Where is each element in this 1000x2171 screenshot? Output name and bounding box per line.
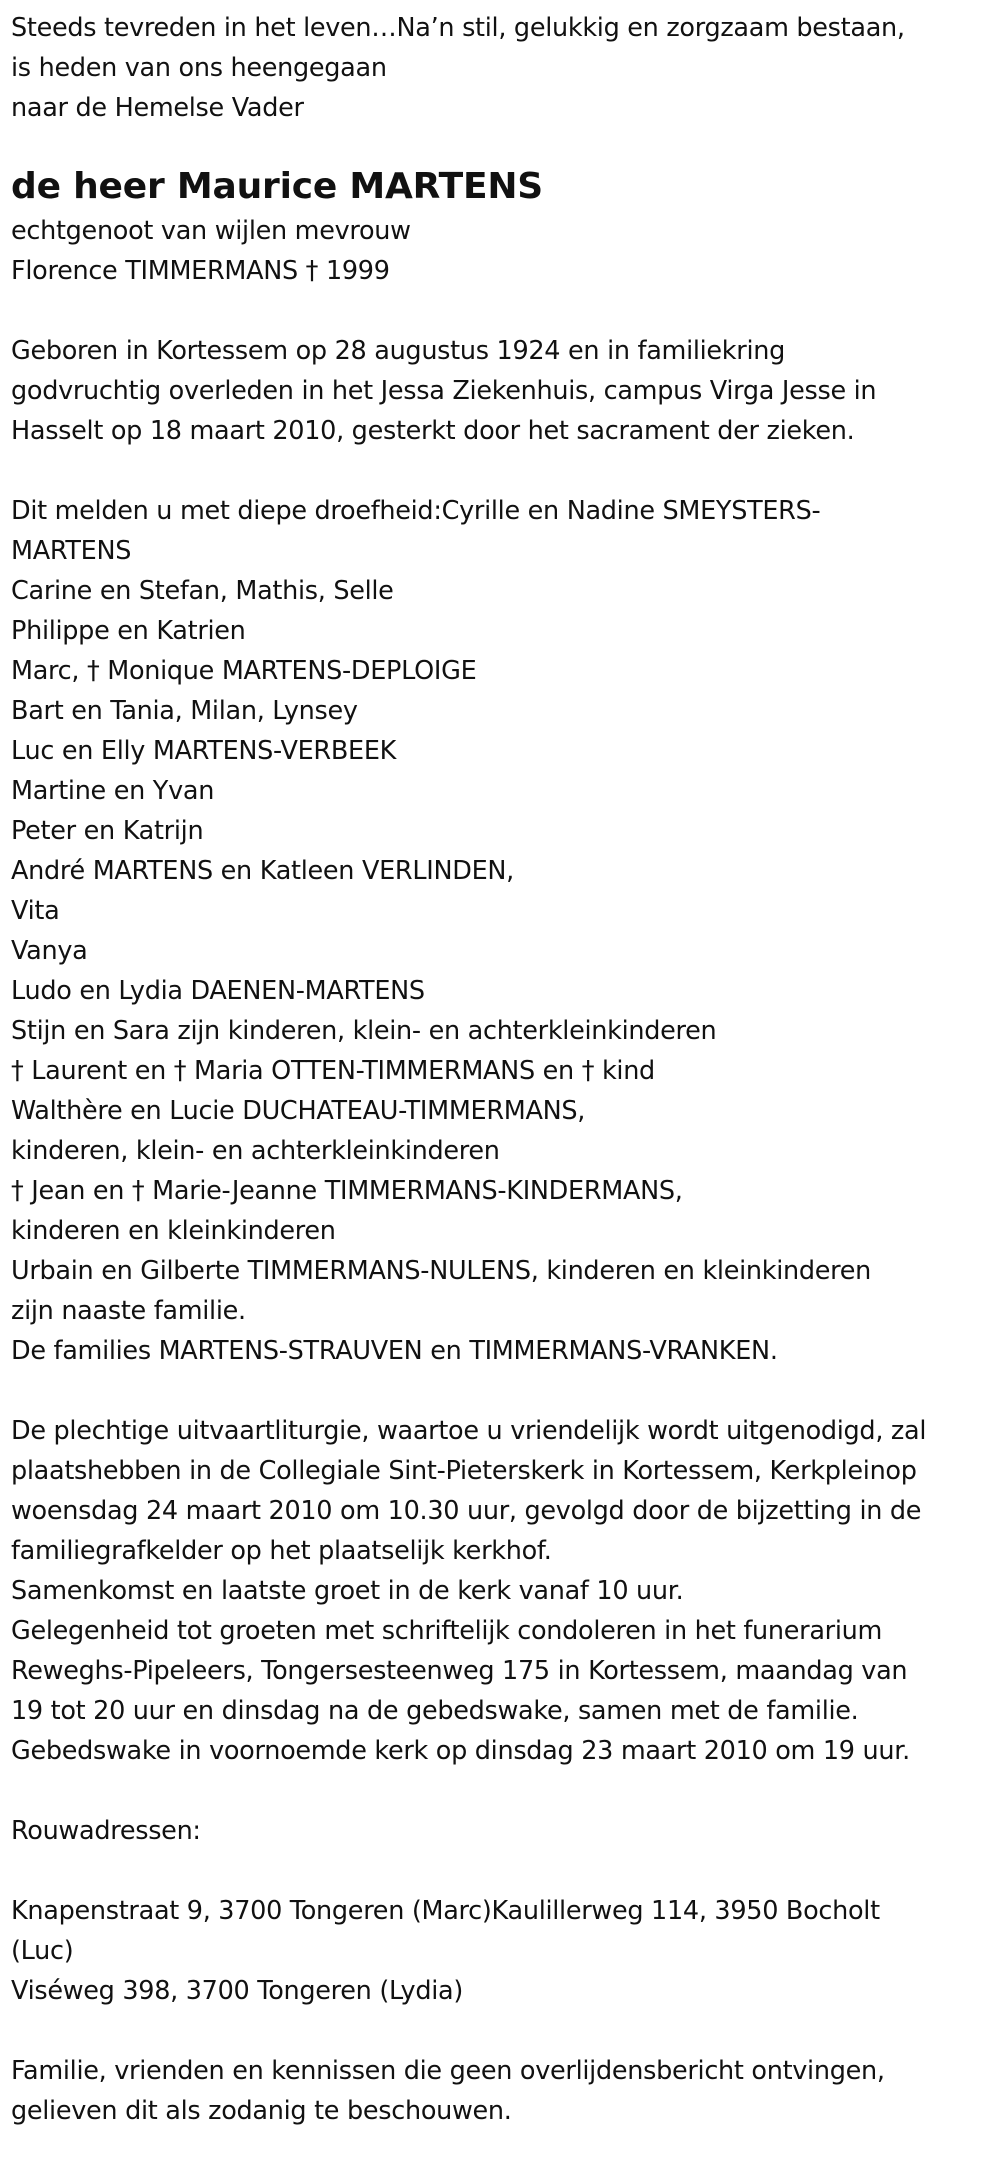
addresses-label: Rouwadressen: — [11, 1816, 201, 1846]
family-line: Luc en Elly MARTENS-VERBEEK — [11, 736, 397, 766]
family-line: Martine en Yvan — [11, 776, 215, 806]
spouse-info — [11, 211, 996, 291]
family-line: Marc, † Monique MARTENS-DEPLOIGE — [11, 656, 477, 686]
addresses-heading-block — [11, 1811, 996, 1851]
funeral-info — [11, 1411, 996, 1771]
funeral-line: woensdag 24 maart 2010 om 10.30 uur, gevolgd door de bijzetting in de — [11, 1496, 922, 1526]
funeral-line: De plechtige uitvaartliturgie, waartoe u vriendelijk wordt uitgenodigd, zal — [11, 1416, 927, 1446]
address-line: Viséweg 398, 3700 Tongeren (Lydia) — [11, 1976, 463, 2006]
obituary-document — [11, 8, 996, 2171]
birth-line: Hasselt op 18 maart 2010, gesterkt door het sacrament der zieken. — [11, 416, 855, 446]
intro-line: is heden van ons heengegaan — [11, 53, 387, 83]
family-line: MARTENS — [11, 536, 132, 566]
family-line: De families MARTENS-STRAUVEN en TIMMERMANS-VRANKEN. — [11, 1336, 778, 1366]
funeral-line: Gebedswake in voornoemde kerk op dinsdag 23 maart 2010 om 19 uur. — [11, 1736, 910, 1766]
funeral-line: Gelegenheid tot groeten met schriftelijk condoleren in het funerarium — [11, 1616, 883, 1646]
family-line: Stijn en Sara zijn kinderen, klein- en achterkleinkinderen — [11, 1016, 717, 1046]
closing-line: gelieven dit als zodanig te beschouwen. — [11, 2096, 512, 2126]
family-line: † Jean en † Marie-Jeanne TIMMERMANS-KINDERMANS, — [11, 1176, 683, 1206]
family-line: † Laurent en † Maria OTTEN-TIMMERMANS en † kind — [11, 1056, 655, 1086]
birth-line: godvruchtig overleden in het Jessa Ziekenhuis, campus Virga Jesse in — [11, 376, 877, 406]
intro-line: naar de Hemelse Vader — [11, 93, 304, 123]
family-line: Ludo en Lydia DAENEN-MARTENS — [11, 976, 425, 1006]
funeral-line: plaatshebben in de Collegiale Sint-Pieterskerk in Kortessem, Kerkpleinop — [11, 1456, 917, 1486]
closing-note — [11, 2051, 996, 2131]
intro-line: Steeds tevreden in het leven…Na’n stil, gelukkig en zorgzaam bestaan, — [11, 13, 905, 43]
family-line: André MARTENS en Katleen VERLINDEN, — [11, 856, 514, 886]
intro-verse — [11, 8, 996, 128]
family-line: Bart en Tania, Milan, Lynsey — [11, 696, 358, 726]
address-line: (Luc) — [11, 1936, 74, 1966]
family-line: Dit melden u met diepe droefheid:Cyrille en Nadine SMEYSTERS- — [11, 496, 821, 526]
address-line: Knapenstraat 9, 3700 Tongeren (Marc)Kaulillerweg 114, 3950 Bocholt — [11, 1896, 880, 1926]
funeral-line: Reweghs-Pipeleers, Tongersesteenweg 175 in Kortessem, maandag van — [11, 1656, 908, 1686]
family-line: Peter en Katrijn — [11, 816, 204, 846]
funeral-line: 19 tot 20 uur en dinsdag na de gebedswake, samen met de familie. — [11, 1696, 859, 1726]
family-line: kinderen en kleinkinderen — [11, 1216, 336, 1246]
family-line: Carine en Stefan, Mathis, Selle — [11, 576, 394, 606]
spouse-line: Florence TIMMERMANS † 1999 — [11, 256, 390, 286]
birth-line: Geboren in Kortessem op 28 augustus 1924 en in familiekring — [11, 336, 785, 366]
family-line: kinderen, klein- en achterkleinkinderen — [11, 1136, 500, 1166]
family-line: zijn naaste familie. — [11, 1296, 246, 1326]
closing-line: Familie, vrienden en kennissen die geen overlijdensbericht ontvingen, — [11, 2056, 885, 2086]
deceased-name: de heer Maurice MARTENS — [11, 166, 543, 207]
family-list — [11, 491, 996, 1371]
addresses-list — [11, 1891, 996, 2011]
family-line: Vanya — [11, 936, 88, 966]
funeral-line: Samenkomst en laatste groet in de kerk vanaf 10 uur. — [11, 1576, 684, 1606]
birth-death-info — [11, 331, 996, 451]
family-line: Philippe en Katrien — [11, 616, 246, 646]
funeral-line: familiegrafkelder op het plaatselijk kerkhof. — [11, 1536, 552, 1566]
family-line: Urbain en Gilberte TIMMERMANS-NULENS, kinderen en kleinkinderen — [11, 1256, 871, 1286]
family-line: Vita — [11, 896, 60, 926]
spouse-line: echtgenoot van wijlen mevrouw — [11, 216, 411, 246]
family-line: Walthère en Lucie DUCHATEAU-TIMMERMANS, — [11, 1096, 586, 1126]
